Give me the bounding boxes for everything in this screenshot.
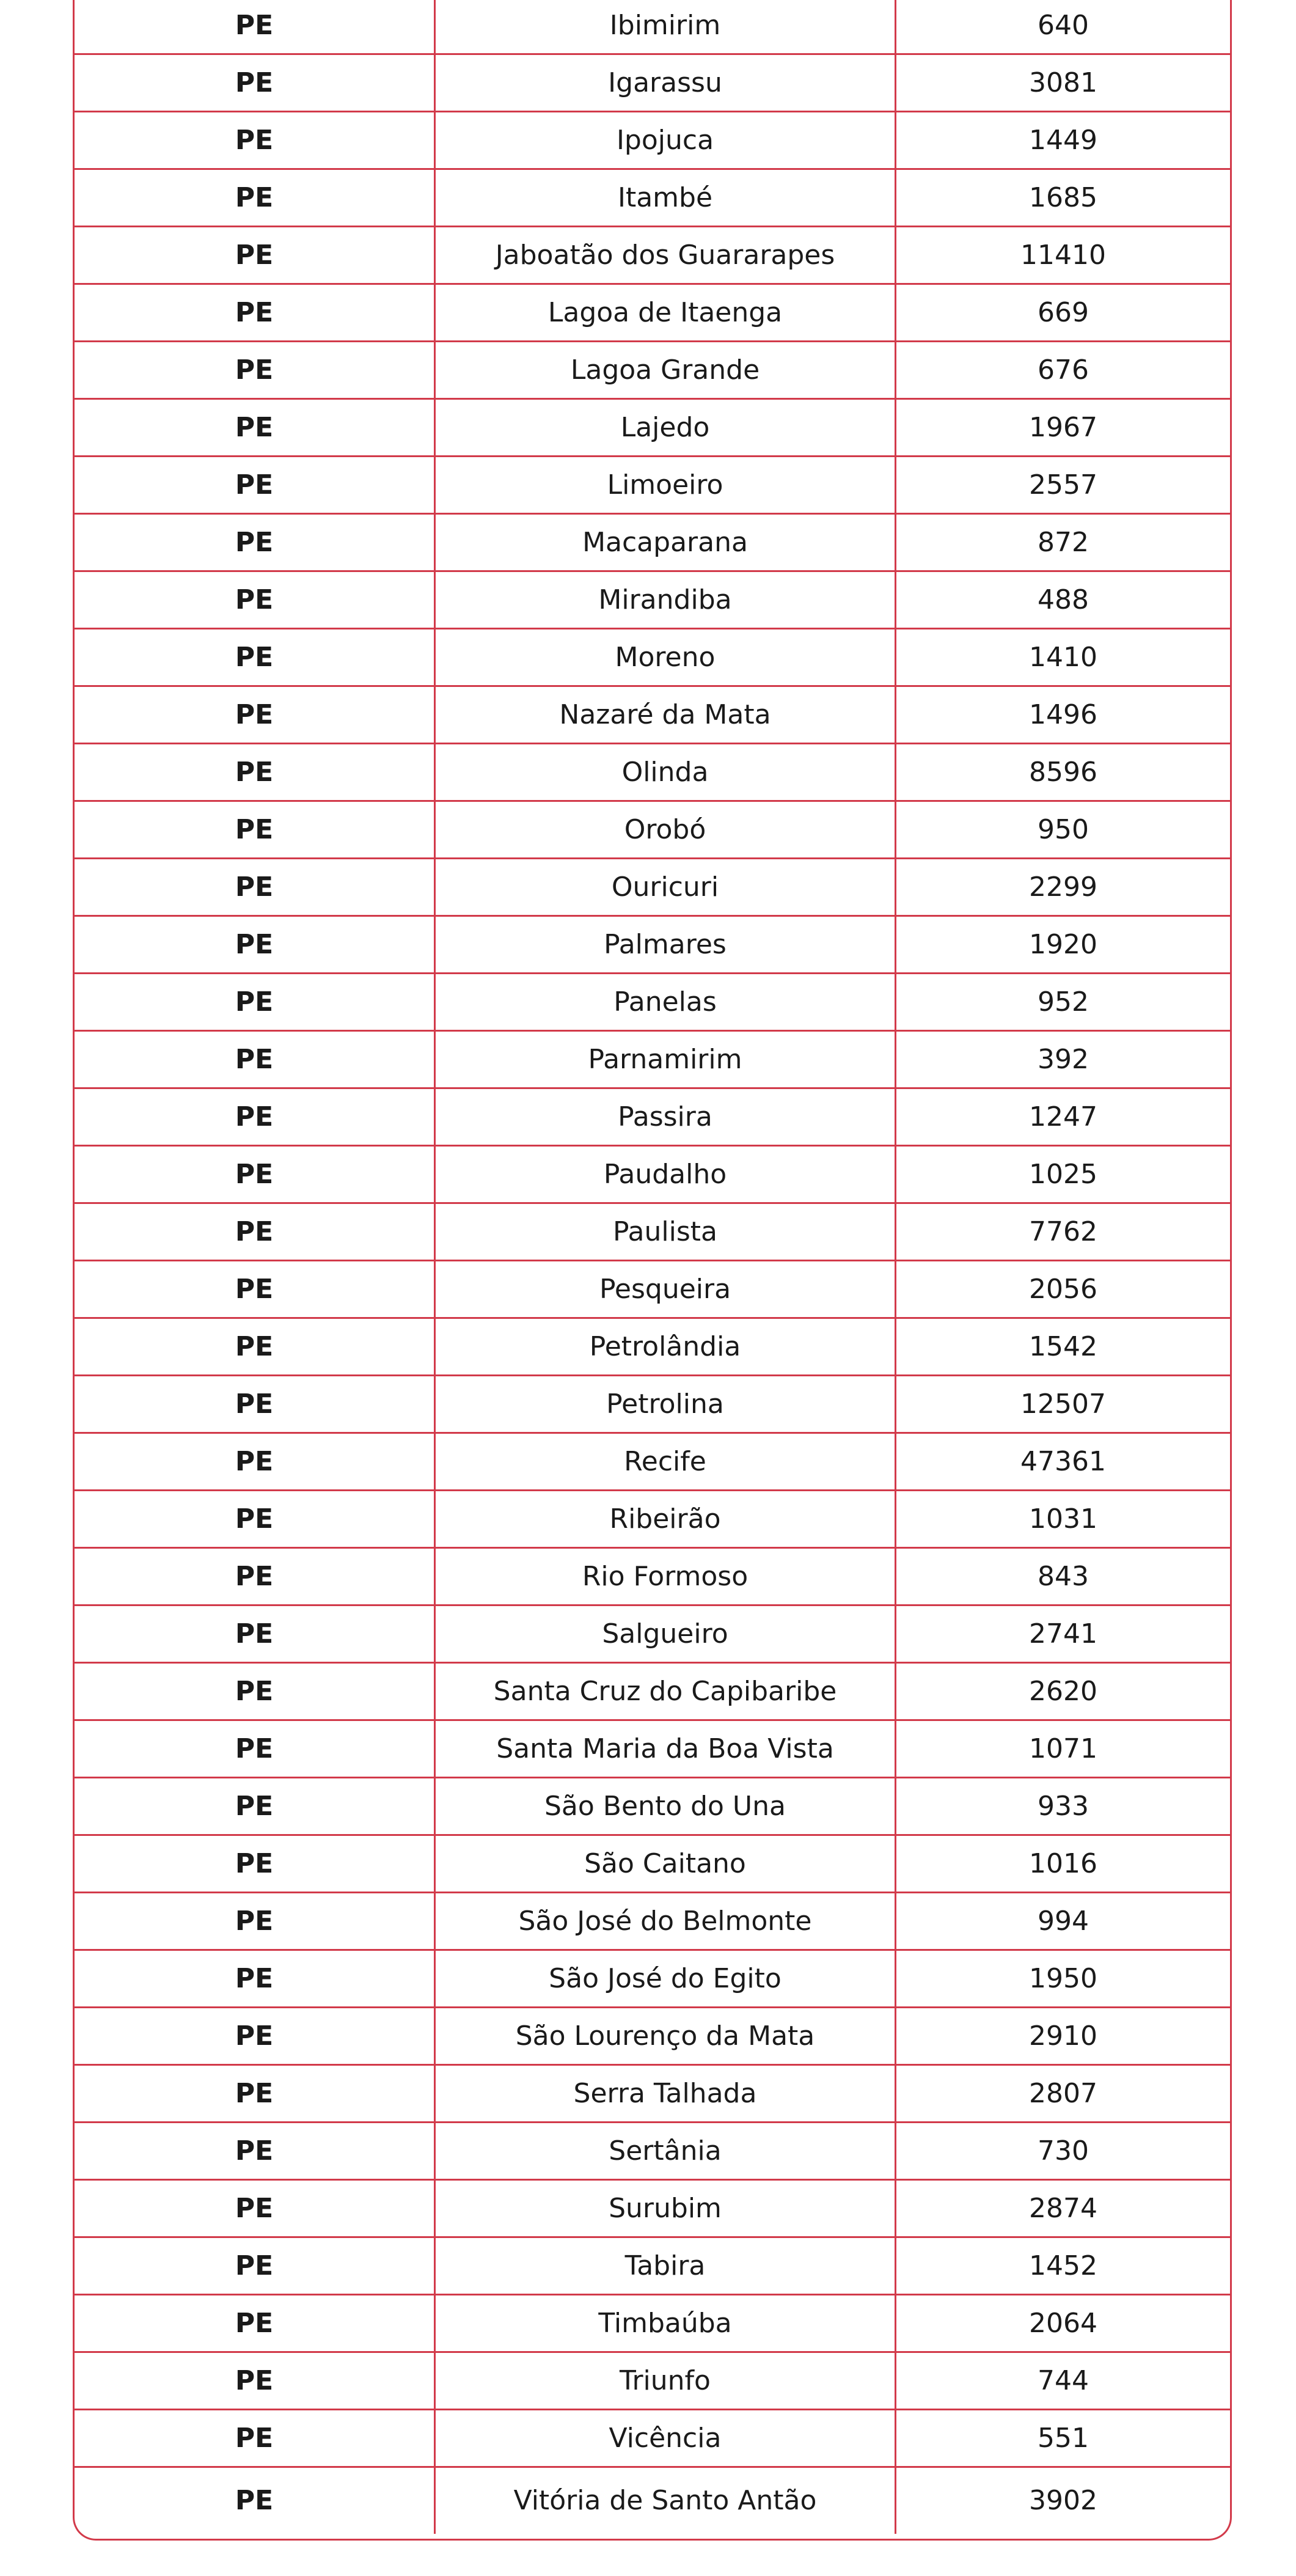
count-cell: 2064 xyxy=(1029,2307,1097,2339)
count-cell: 47361 xyxy=(1020,1445,1106,1477)
city-cell: Palmares xyxy=(436,917,896,972)
city-cell: São José do Egito xyxy=(436,1951,896,2006)
table-row xyxy=(75,1147,1230,1204)
count-cell: 1452 xyxy=(1029,2250,1097,2281)
table-row xyxy=(75,170,1230,227)
table-row xyxy=(75,1032,1230,1089)
count-cell: 1685 xyxy=(1029,182,1097,213)
state-cell: PE xyxy=(75,572,436,628)
table-row xyxy=(75,687,1230,744)
city-cell: Surubim xyxy=(436,2181,896,2236)
count-cell: 392 xyxy=(1038,1043,1089,1075)
count-cell: 843 xyxy=(1038,1560,1089,1592)
state-cell: PE xyxy=(75,629,436,685)
city-cell: Petrolândia xyxy=(436,1319,896,1374)
table-row xyxy=(75,859,1230,917)
count-cell: 1920 xyxy=(1029,928,1097,960)
city-cell: Orobó xyxy=(436,802,896,857)
table-row xyxy=(75,2353,1230,2410)
state-cell: PE xyxy=(75,457,436,513)
city-cell: Nazaré da Mata xyxy=(436,687,896,743)
city-cell: São Bento do Una xyxy=(436,1778,896,1834)
count-cell: 3902 xyxy=(1029,2485,1097,2516)
state-cell: PE xyxy=(75,2410,436,2466)
state-cell: PE xyxy=(75,1778,436,1834)
count-cell: 2874 xyxy=(1029,2192,1097,2224)
table-row xyxy=(75,1491,1230,1549)
count-cell: 1410 xyxy=(1029,641,1097,673)
state-cell: PE xyxy=(75,1664,436,1719)
city-cell: Panelas xyxy=(436,974,896,1030)
count-cell: 1967 xyxy=(1029,411,1097,443)
table-row xyxy=(75,457,1230,515)
city-cell: Tabira xyxy=(436,2238,896,2294)
table-row xyxy=(75,1549,1230,1606)
state-cell: PE xyxy=(75,1549,436,1604)
city-cell: Paulista xyxy=(436,1204,896,1260)
city-cell: Petrolina xyxy=(436,1376,896,1432)
count-cell: 3081 xyxy=(1029,67,1097,98)
count-cell: 872 xyxy=(1038,526,1089,558)
state-cell: PE xyxy=(75,1032,436,1087)
count-cell: 1247 xyxy=(1029,1101,1097,1132)
city-cell: Rio Formoso xyxy=(436,1549,896,1604)
state-cell: PE xyxy=(75,2468,436,2534)
count-cell: 1542 xyxy=(1029,1330,1097,1362)
state-cell: PE xyxy=(75,0,436,53)
count-cell: 2741 xyxy=(1029,1618,1097,1649)
count-cell: 994 xyxy=(1038,1905,1089,1937)
city-cell: Pesqueira xyxy=(436,1261,896,1317)
table-row xyxy=(75,2008,1230,2066)
state-cell: PE xyxy=(75,687,436,743)
state-cell: PE xyxy=(75,2123,436,2179)
city-cell: Ibimirim xyxy=(436,0,896,53)
state-cell: PE xyxy=(75,744,436,800)
table-row xyxy=(75,1606,1230,1664)
state-cell: PE xyxy=(75,2353,436,2409)
table-row xyxy=(75,1778,1230,1836)
city-cell: Limoeiro xyxy=(436,457,896,513)
state-cell: PE xyxy=(75,112,436,168)
count-cell: 8596 xyxy=(1029,756,1097,788)
count-cell: 11410 xyxy=(1020,239,1106,271)
city-cell: Ribeirão xyxy=(436,1491,896,1547)
count-cell: 669 xyxy=(1038,296,1089,328)
table-row xyxy=(75,1951,1230,2008)
count-cell: 1496 xyxy=(1029,699,1097,730)
count-cell: 2056 xyxy=(1029,1273,1097,1305)
table-row xyxy=(75,1664,1230,1721)
table-row xyxy=(75,285,1230,342)
table-row xyxy=(75,1089,1230,1147)
table-row xyxy=(75,1893,1230,1951)
table-row xyxy=(75,1721,1230,1778)
city-cell: Salgueiro xyxy=(436,1606,896,1662)
state-cell: PE xyxy=(75,1721,436,1777)
table-row xyxy=(75,744,1230,802)
count-cell: 2910 xyxy=(1029,2020,1097,2052)
city-cell: Olinda xyxy=(436,744,896,800)
table-row xyxy=(75,2066,1230,2123)
city-cell: Jaboatão dos Guararapes xyxy=(436,227,896,283)
state-cell: PE xyxy=(75,1606,436,1662)
state-cell: PE xyxy=(75,917,436,972)
city-cell: Moreno xyxy=(436,629,896,685)
table-row xyxy=(75,2295,1230,2353)
table-row xyxy=(75,572,1230,629)
count-cell: 1950 xyxy=(1029,1962,1097,1994)
table-row xyxy=(75,2238,1230,2295)
table-row xyxy=(75,1319,1230,1376)
count-cell: 950 xyxy=(1038,813,1089,845)
state-cell: PE xyxy=(75,1147,436,1202)
city-cell: São José do Belmonte xyxy=(436,1893,896,1949)
count-cell: 952 xyxy=(1038,986,1089,1018)
table-row xyxy=(75,112,1230,170)
table-row xyxy=(75,1204,1230,1261)
count-cell: 488 xyxy=(1038,584,1089,615)
state-cell: PE xyxy=(75,515,436,570)
count-cell: 551 xyxy=(1038,2422,1089,2454)
state-cell: PE xyxy=(75,1491,436,1547)
count-cell: 7762 xyxy=(1029,1216,1097,1247)
state-cell: PE xyxy=(75,2238,436,2294)
count-cell: 12507 xyxy=(1020,1388,1106,1420)
city-cell: Recife xyxy=(436,1434,896,1489)
city-cell: Mirandiba xyxy=(436,572,896,628)
table-row xyxy=(75,1836,1230,1893)
table-row xyxy=(75,227,1230,285)
count-cell: 730 xyxy=(1038,2135,1089,2167)
state-cell: PE xyxy=(75,2181,436,2236)
city-cell: Parnamirim xyxy=(436,1032,896,1087)
table-row xyxy=(75,55,1230,112)
city-cell: São Caitano xyxy=(436,1836,896,1892)
state-cell: PE xyxy=(75,1261,436,1317)
city-cell: Ipojuca xyxy=(436,112,896,168)
city-cell: Triunfo xyxy=(436,2353,896,2409)
table-row xyxy=(75,2468,1230,2534)
count-cell: 744 xyxy=(1038,2365,1089,2396)
data-table xyxy=(73,0,1232,2541)
city-cell: Macaparana xyxy=(436,515,896,570)
state-cell: PE xyxy=(75,974,436,1030)
city-cell: Lajedo xyxy=(436,400,896,455)
city-cell: São Lourenço da Mata xyxy=(436,2008,896,2064)
table-row xyxy=(75,2181,1230,2238)
city-cell: Serra Talhada xyxy=(436,2066,896,2121)
city-cell: Passira xyxy=(436,1089,896,1145)
state-cell: PE xyxy=(75,170,436,226)
count-cell: 1031 xyxy=(1029,1503,1097,1535)
count-cell: 2620 xyxy=(1029,1675,1097,1707)
state-cell: PE xyxy=(75,55,436,111)
table-row xyxy=(75,400,1230,457)
table-row xyxy=(75,629,1230,687)
city-cell: Lagoa Grande xyxy=(436,342,896,398)
state-cell: PE xyxy=(75,285,436,340)
count-cell: 1025 xyxy=(1029,1158,1097,1190)
state-cell: PE xyxy=(75,2066,436,2121)
city-cell: Ouricuri xyxy=(436,859,896,915)
state-cell: PE xyxy=(75,802,436,857)
state-cell: PE xyxy=(75,2008,436,2064)
table-row xyxy=(75,917,1230,974)
state-cell: PE xyxy=(75,859,436,915)
city-cell: Vitória de Santo Antão xyxy=(436,2468,896,2534)
table-row xyxy=(75,515,1230,572)
state-cell: PE xyxy=(75,1376,436,1432)
state-cell: PE xyxy=(75,1319,436,1374)
state-cell: PE xyxy=(75,1434,436,1489)
state-cell: PE xyxy=(75,2295,436,2351)
table-row xyxy=(75,802,1230,859)
city-cell: Timbaúba xyxy=(436,2295,896,2351)
city-cell: Santa Maria da Boa Vista xyxy=(436,1721,896,1777)
city-cell: Lagoa de Itaenga xyxy=(436,285,896,340)
count-cell: 1016 xyxy=(1029,1848,1097,1879)
state-cell: PE xyxy=(75,342,436,398)
count-cell: 1071 xyxy=(1029,1733,1097,1764)
state-cell: PE xyxy=(75,1204,436,1260)
table-row xyxy=(75,1261,1230,1319)
state-cell: PE xyxy=(75,1951,436,2006)
table-row xyxy=(75,0,1230,55)
state-cell: PE xyxy=(75,400,436,455)
count-cell: 2807 xyxy=(1029,2077,1097,2109)
city-cell: Igarassu xyxy=(436,55,896,111)
count-cell: 2557 xyxy=(1029,469,1097,501)
count-cell: 1449 xyxy=(1029,124,1097,156)
count-cell: 2299 xyxy=(1029,871,1097,903)
city-cell: Santa Cruz do Capibaribe xyxy=(436,1664,896,1719)
table-row xyxy=(75,974,1230,1032)
state-cell: PE xyxy=(75,1089,436,1145)
count-cell: 676 xyxy=(1038,354,1089,386)
state-cell: PE xyxy=(75,227,436,283)
city-cell: Vicência xyxy=(436,2410,896,2466)
city-cell: Paudalho xyxy=(436,1147,896,1202)
table-row xyxy=(75,2410,1230,2468)
city-cell: Sertânia xyxy=(436,2123,896,2179)
table-row xyxy=(75,1434,1230,1491)
count-cell: 640 xyxy=(1038,9,1089,41)
count-cell: 933 xyxy=(1038,1790,1089,1822)
table-row xyxy=(75,1376,1230,1434)
table-row xyxy=(75,2123,1230,2181)
state-cell: PE xyxy=(75,1836,436,1892)
state-cell: PE xyxy=(75,1893,436,1949)
city-cell: Itambé xyxy=(436,170,896,226)
table-row xyxy=(75,342,1230,400)
